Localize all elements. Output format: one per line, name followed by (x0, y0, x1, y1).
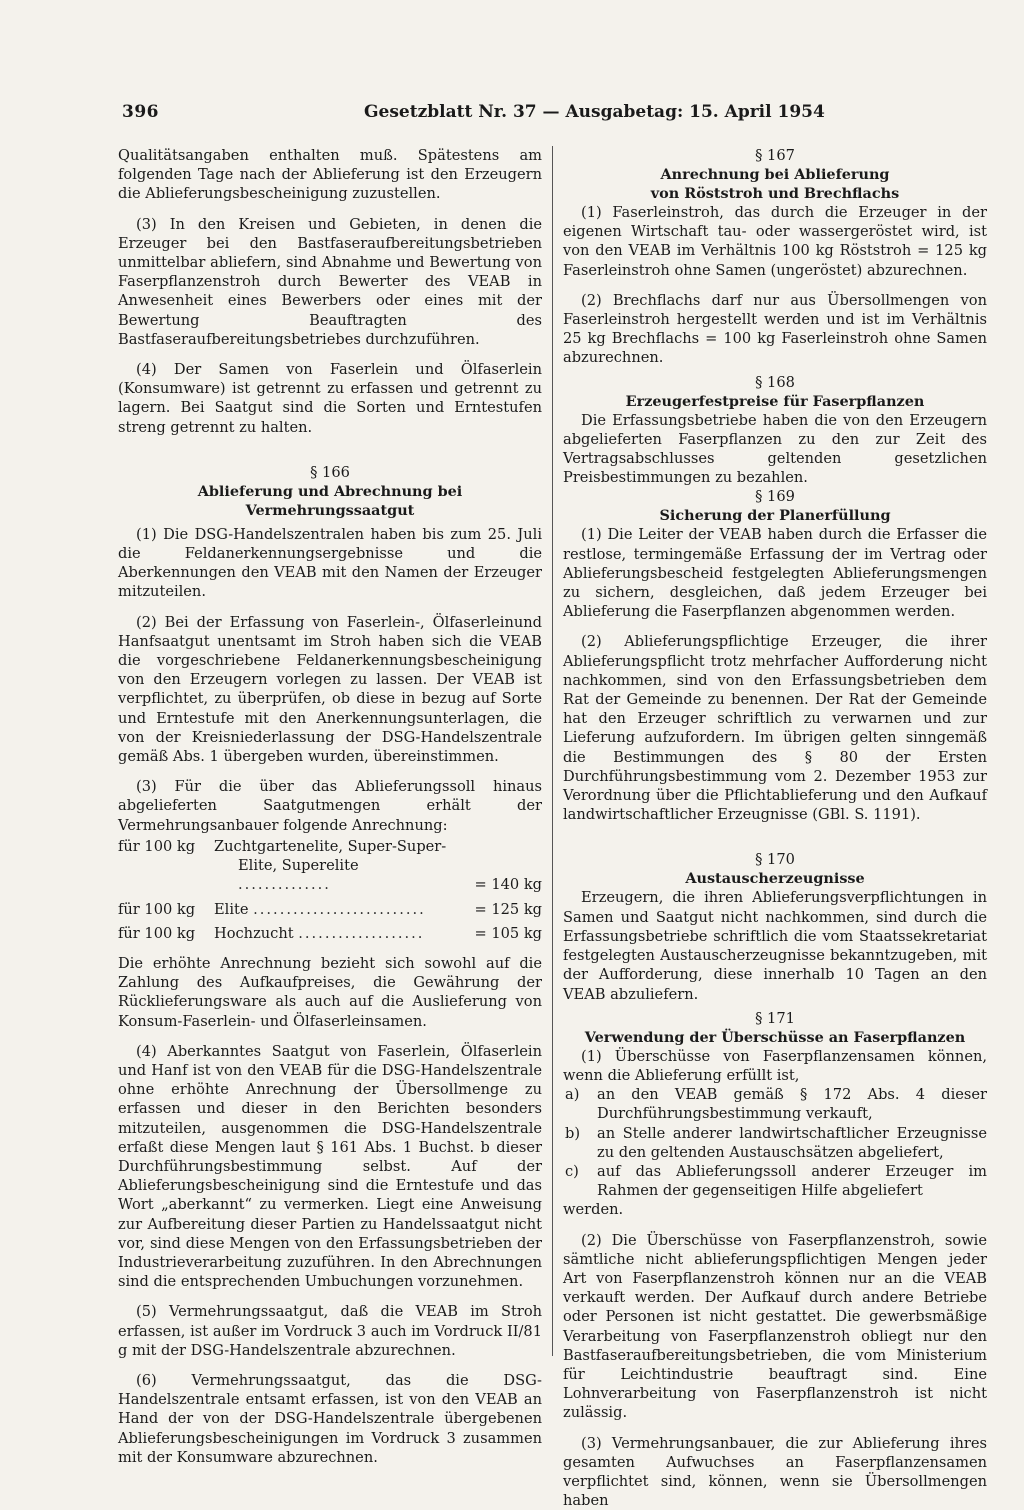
paragraph: (4) Der Samen von Faserlein und Ölfaserlein (Konsumware) ist getrennt zu erfassen und getrennt zu lagern. Bei Saatgut sind die Sorten und Erntestufen streng getrennt zu halten. (118, 361, 542, 436)
section-title-167-line2: von Röststroh und Brechflachs (650, 185, 900, 202)
table-label-line: Zuchtgartenelite, Super-Super- (214, 837, 447, 855)
paragraph: (5) Vermehrungssaatgut, daß die VEAB im Stroh erfassen, ist außer im Vordruck 3 auch im Vordruck II/81 g mit der DSG-Handelszentrale abzurechnen. (118, 1303, 542, 1359)
table-cell-prefix: für 100 kg (118, 900, 196, 918)
leader-dots: .......................... (253, 900, 426, 918)
paragraph: (2) Bei der Erfassung von Faserlein-, Ölfaserleinund Hanfsaatgut unentsamt im Stroh haben sich die VEAB die vorgeschriebene Feldanerkennungsbescheinigung von den Erzeugern vorlegen zu lassen. Der VEAB ist verpflichtet, zu überprüfen, ob diese in bezug auf Sorte und Erntestufe mit den Anerkennungsunterlagen, die von der Kreisniederlassung der DSG-Handelszentrale gemäß Abs. 1 übergeben wurden, übereinstimmen. (118, 613, 542, 766)
paragraph: (1) Die Leiter der VEAB haben durch die Erfasser die restlose, termingemäße Erfassung der im Vertrag oder Ablieferungsbescheid festgelegten Ablieferungsmengen zu sichern, desgleichen, daß jedem Erzeuger bei Ablieferung die Faserpflanzen abgenommen werden. (563, 526, 987, 621)
list-item-text: an Stelle anderer landwirtschaftlicher Erzeugnisse zu den geltenden Austauschsätzen abgeliefert, (597, 1124, 987, 1161)
table-cell-label (214, 924, 456, 943)
list-item-label: b) (565, 1124, 581, 1142)
table-cell-label (214, 900, 456, 919)
list-item-label: c) (565, 1162, 579, 1180)
paragraph: (2) Brechflachs darf nur aus Übersollmengen von Faserleinstroh hergestellt werden und ist im Verhältnis 25 kg Brechflachs = 100 kg Faserleinstroh ohne Samen abzurechnen. (563, 291, 987, 367)
list-item-text: an den VEAB gemäß § 172 Abs. 4 dieser Durchführungsbestimmung verkauft, (597, 1086, 987, 1123)
page-number: 396 (122, 102, 159, 122)
paragraph: Qualitätsangaben enthalten muß. Spätestens am folgenden Tage nach der Ablieferung ist den Erzeugern die Ablieferungsbescheinigung zuzustellen. (118, 147, 542, 203)
section-number-166: § 166 (310, 463, 350, 481)
allocation-table (118, 837, 542, 943)
column-divider (552, 146, 553, 1356)
table-cell-value: = 105 kg (474, 924, 542, 942)
list-item (563, 1085, 987, 1123)
table-cell-prefix: für 100 kg (118, 837, 196, 855)
table-label-line: Elite, Superelite (238, 857, 359, 875)
table-label-line: Hochzucht (214, 924, 294, 942)
paragraph: (1) Die DSG-Handelszentralen haben bis zum 25. Juli die Feldanerkennungsergebnisse und die Aberkennungen den VEAB mit den Namen der Erzeuger mitzuteilen. (118, 525, 542, 601)
table-cell-prefix: für 100 kg (118, 924, 196, 942)
section-number-170: § 170 (755, 851, 795, 869)
section-title-167: Anrechnung bei Ablieferung (660, 166, 890, 183)
list-item-text: auf das Ablieferungssoll anderer Erzeuger im Rahmen der gegenseitigen Hilfe abgeliefert (597, 1162, 987, 1200)
section-title-166: Ablieferung und Abrechnung bei Vermehrungssaatgut (197, 482, 463, 519)
table-cell-value: = 140 kg (474, 876, 542, 894)
paragraph: (3) In den Kreisen und Gebieten, in denen die Erzeuger bei den Bastfaseraufbereitungsbetrieben unmittelbar abliefern, sind Abnahme und Bewertung von Faserpflanzenstroh durch Bewerter des VEAB in Anwesenheit eines Bewerbers oder eines mit der Bewertung Beauftragten des Bastfaseraufbereitungsbetriebes durchzuführen. (118, 215, 542, 348)
paragraph: (3) Vermehrungsanbauer, die zur Ablieferung ihres gesamten Aufwuchses an Faserpflanzensamen verpflichtet sind, können, wenn sie Übersollmengen haben (563, 1434, 987, 1510)
table-row (118, 900, 542, 919)
list-item (563, 1162, 987, 1200)
paragraph: (6) Vermehrungssaatgut, das die DSG-Handelszentrale entsamt erfassen, ist von den VEAB an Hand der von der DSG-Handelszentrale übergebenen Ablieferungsbescheinigungen im Vordruck 3 zusammen mit der Konsumware abzurechnen. (118, 1371, 542, 1466)
table-row (118, 924, 542, 943)
paragraph: (1) Überschüsse von Faserpflanzensamen können, wenn die Ablieferung erfüllt ist, (563, 1047, 987, 1084)
section-title-168: Erzeugerfestpreise für Faserpflanzen (625, 392, 925, 410)
paragraph: (1) Faserleinstroh, das durch die Erzeuger in der eigenen Wirtschaft tau- oder wassergeröstet wird, ist von den VEAB im Verhältnis 100 kg Röststroh = 125 kg Faserleinstroh ohne Samen (ungeröstet) abzurechnen. (563, 204, 987, 279)
page-header (122, 100, 968, 130)
paragraph: (2) Die Überschüsse von Faserpflanzenstroh, sowie sämtliche nicht ablieferungspflichtigen Mengen jeder Art von Faserpflanzenstroh können nur an die VEAB verkauft werden. Der Aufkauf durch andere Betriebe oder Personen ist nicht gestattet. Die gewerbsmäßige Verarbeitung von Faserpflanzenstroh obliegt nur den Bastfaseraufbereitungsbetrieben, die vom Ministerium für Leichtindustrie beauftragt sind. Eine Lohnverarbeitung von Faserpflanzenstroh ist nicht zulässig. (563, 1231, 987, 1422)
paragraph: Die Erfassungsbetriebe haben die von den Erzeugern abgelieferten Faserpflanzen zu den zur Zeit des Vertragsabschlusses geltenden gesetzlichen Preisbestimmungen zu bezahlen. (563, 411, 987, 487)
list-item-label: a) (565, 1086, 580, 1104)
section-number-168: § 168 (755, 373, 795, 391)
list-item (563, 1124, 987, 1162)
paragraph: (3) Für die über das Ablieferungssoll hinaus abgelieferten Saatgutmengen erhält der Vermehrungsanbauer folgende Anrechnung: (118, 778, 542, 834)
paragraph: (4) Aberkanntes Saatgut von Faserlein, Ölfaserlein und Hanf ist von den VEAB für die DSG-Handelszentrale ohne erhöhte Anrechnung der Übersollmenge zu erfassen und dieser in den Berichten besonders mitzuteilen, ausgenommen die DSG-Handelszentrale erfaßt diese Mengen laut § 161 Abs. 1 Buchst. b dieser Durchführungsbestimmung selbst. Auf der Ablieferungsbescheinigung sind die Erntestufe und das Wort „aberkannt“ zu vermerken. Liegt eine Anweisung zur Aufbereitung dieser Partien zu Handelssaatgut nicht vor, sind diese Mengen von den Erfassungsbetrieben der Industrieverarbeitung zuzuführen. In den Abrechnungen sind die entsprechenden Umbuchungen vorzunehmen. (118, 1042, 542, 1291)
paragraph: Die erhöhte Anrechnung bezieht sich sowohl auf die Zahlung des Aufkaufpreises, die Gewährung der Rücklieferungsware als auch auf die Auslieferung von Konsum-Faserlein- und Ölfaserleinsamen. (118, 954, 542, 1030)
leader-dots: .............. (238, 876, 331, 894)
leader-dots: ................... (298, 924, 425, 942)
header-title: Gesetzblatt Nr. 37 — Ausgabetag: 15. April 1954 (364, 102, 825, 122)
table-label-line: Elite (214, 900, 249, 918)
left-column (118, 146, 542, 1467)
section-title-171: Verwendung der Überschüsse an Faserpflanzen (584, 1028, 966, 1046)
section-number-171: § 171 (755, 1009, 795, 1027)
paragraph: Erzeugern, die ihren Ablieferungsverpflichtungen in Samen und Saatgut nicht nachkommen, sind durch die Erfassungsbetriebe schriftlich die vom Staatssekretariat festgelegten Austauscherzeugnisse bekanntzugeben, mit der Aufforderung, diese innerhalb 10 Tagen an den VEAB abzuliefern. (563, 889, 987, 1003)
section-title-170: Austauscherzeugnisse (685, 870, 865, 888)
section-number-167: § 167 (755, 147, 795, 164)
table-row (118, 837, 542, 895)
right-column (563, 146, 987, 1510)
section-number-169: § 169 (755, 488, 795, 506)
paragraph: (2) Ablieferungspflichtige Erzeuger, die ihrer Ablieferungspflicht trotz mehrfacher Aufforderung nicht nachkommen, sind von den Erfassungsbetrieben dem Rat der Gemeinde zu benennen. Der Rat der Gemeinde hat den Erzeuger schriftlich zu verwarnen und zur Lieferung aufzufordern. Im übrigen gelten sinngemäß die Bestimmungen des § 80 der Ersten Durchführungsbestimmung vom 2. Dezember 1953 zur Verordnung über die Pflichtablieferung und den Aufkauf landwirtschaftlicher Erzeugnisse (GBl. S. 1191). (563, 633, 987, 824)
table-cell-label (214, 837, 456, 895)
table-cell-value: = 125 kg (474, 900, 542, 918)
section-title-169: Sicherung der Planerfüllung (659, 507, 891, 525)
paragraph: werden. (563, 1201, 624, 1219)
